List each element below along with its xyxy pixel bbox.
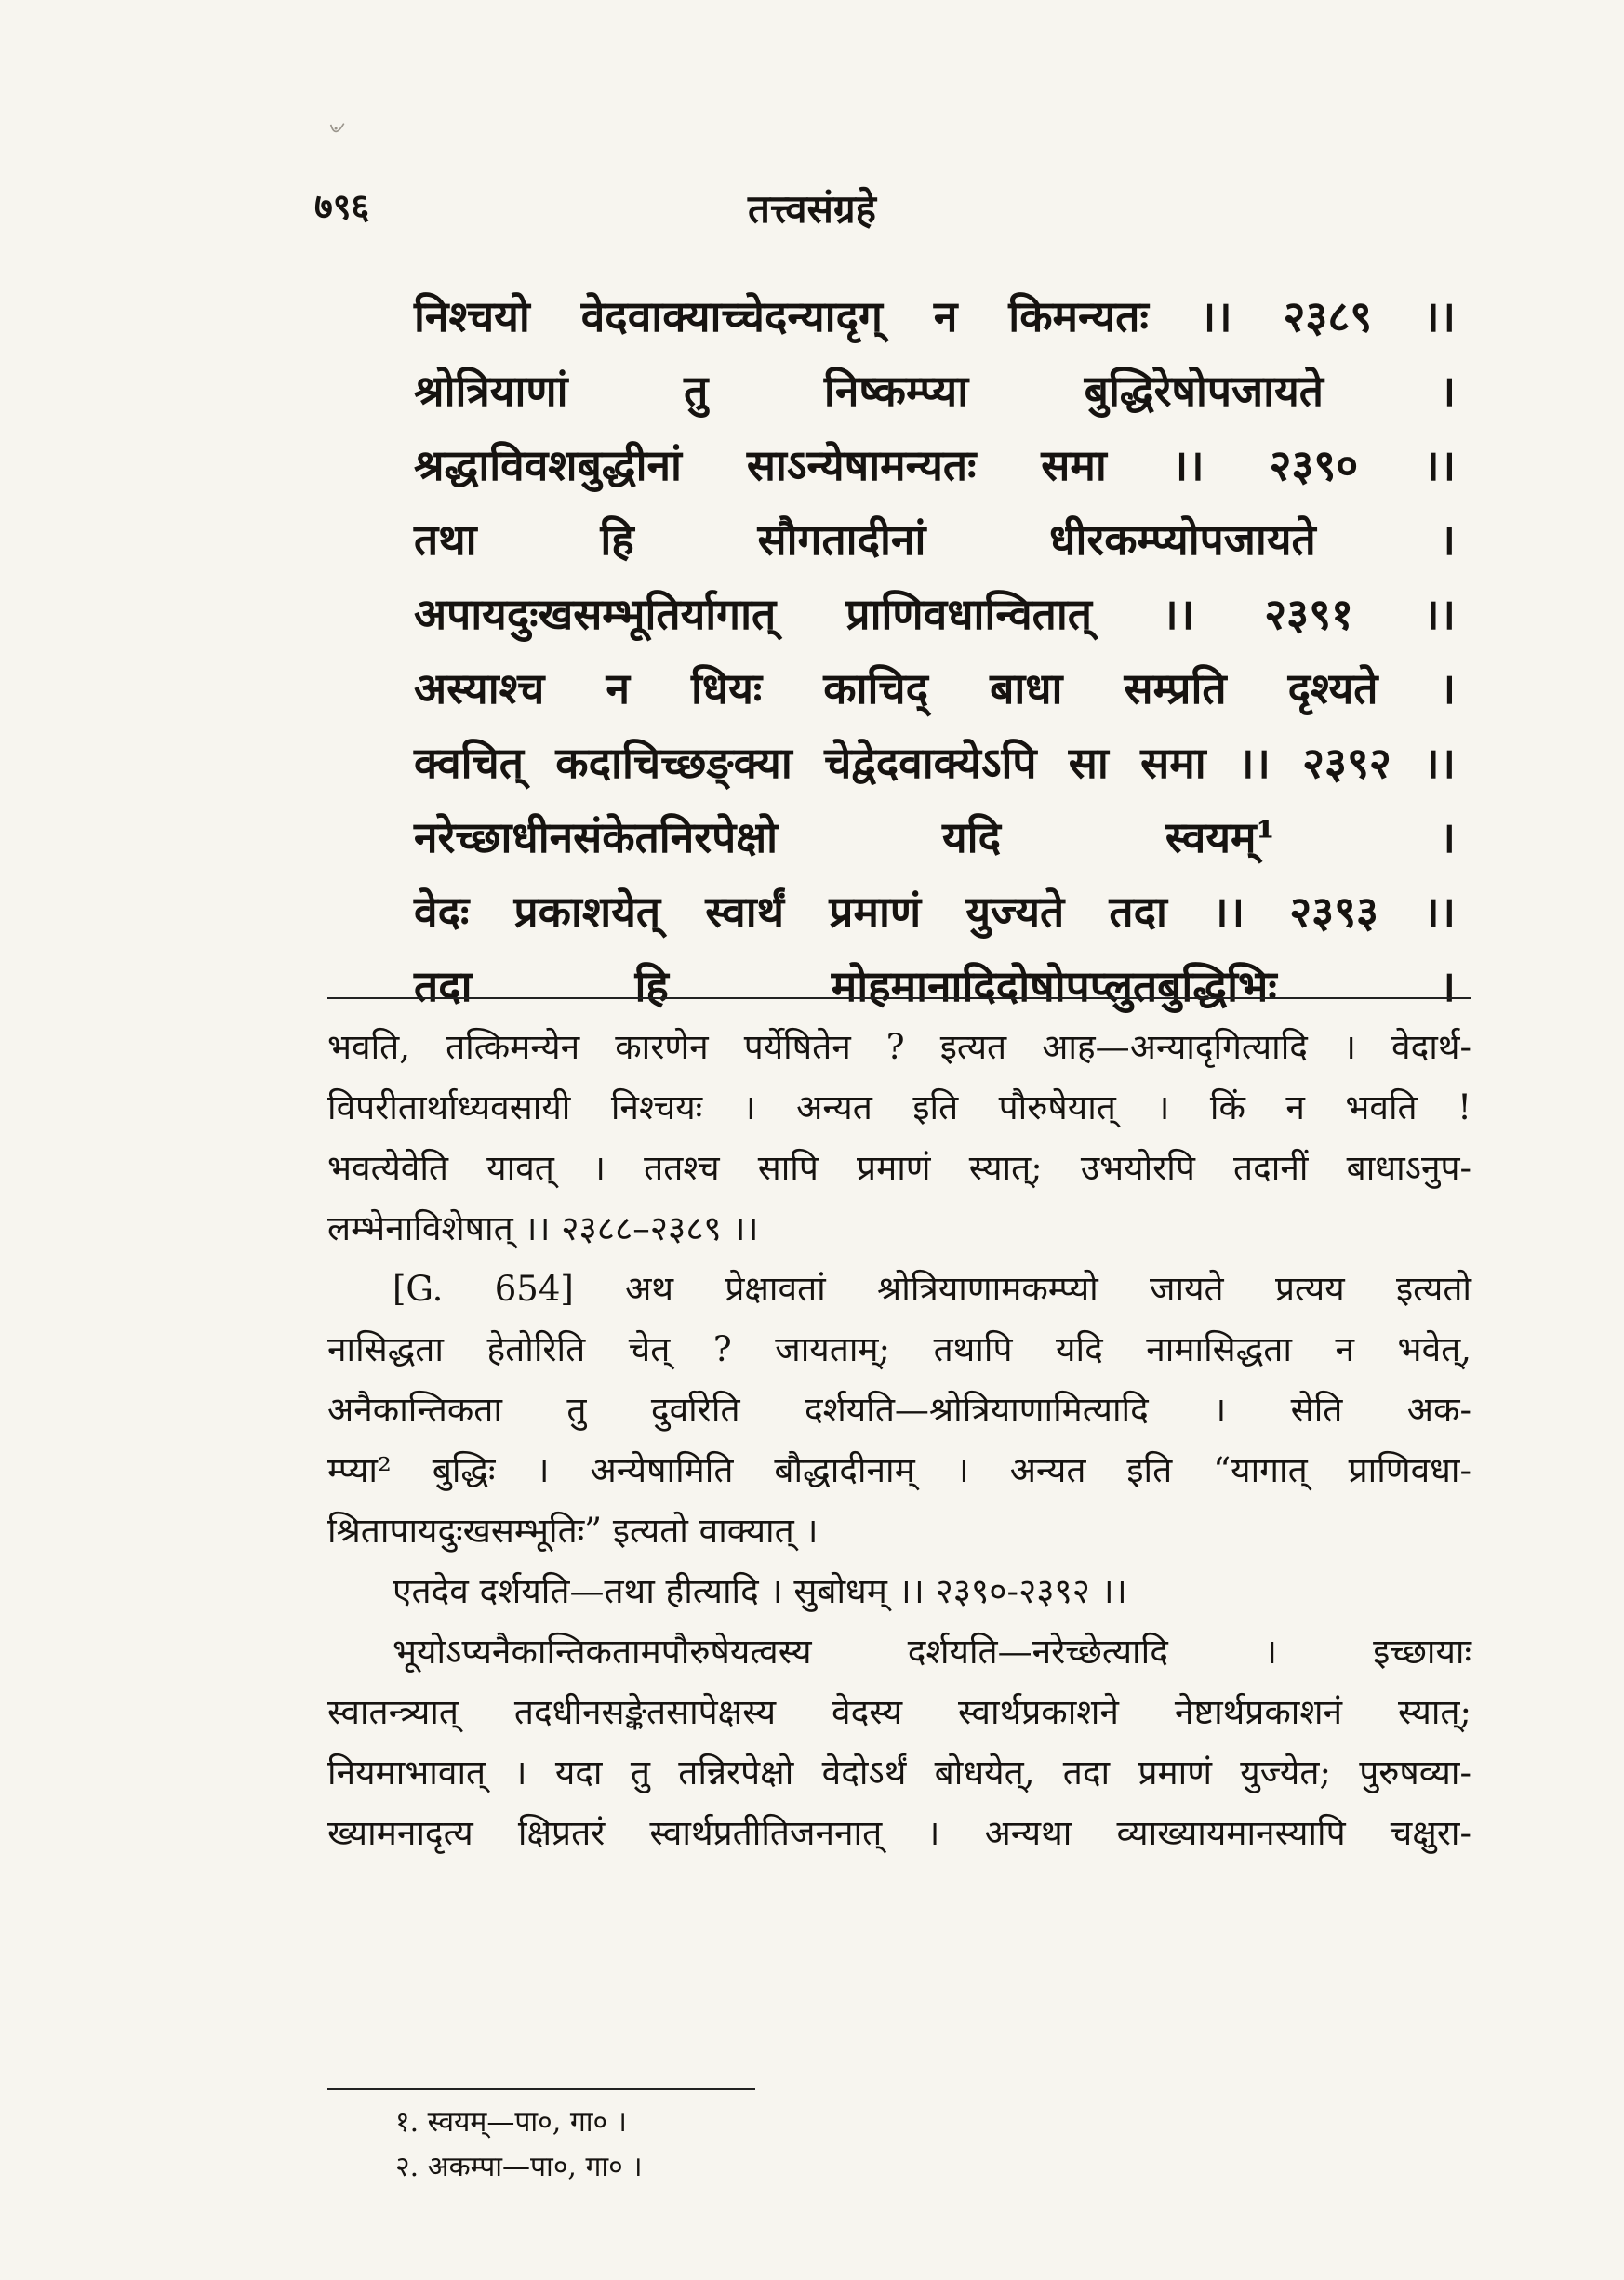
verse-line: श्रोत्रियाणां तु निष्कम्प्या बुद्धिरेषोपजायते । (414, 366, 1456, 416)
verse-line: तदा हि मोहमानादिदोषोपप्लुतबुद्धिभिः । (414, 961, 1456, 1011)
commentary-line: नासिद्धता हेतोरिति चेत् ? जायताम्; तथापि यदि नामासिद्धता न भवेत्, (327, 1329, 1471, 1369)
verse-line: तथा हि सौगतादीनां धीरकम्प्योपजायते । (414, 514, 1456, 565)
commentary-line: म्प्या² बुद्धिः । अन्येषामिति बौद्धादीनाम् । अन्यत इति “यागात् प्राणिवधा- (327, 1450, 1471, 1490)
page-number: ७९६ (314, 185, 370, 227)
commentary-line: नियमाभावात् । यदा तु तन्निरपेक्षो वेदोऽर्थं बोधयेत्, तदा प्रमाणं युज्येत; पुरुषव्या- (327, 1753, 1471, 1793)
verse-line: निश्चयो वेदवाक्याच्चेदन्यादृग् न किमन्यतः ।। २३८९ ।। (414, 291, 1456, 341)
commentary-line: विपरीतार्थाध्यवसायी निश्चयः । अन्यत इति पौरुषेयात् । किं न भवति ! (327, 1087, 1471, 1127)
page-header (0, 181, 1624, 237)
footnote: २. अकम्पा—पा०, गा० । (395, 2151, 643, 2183)
ink-smudge-mark: ৺ (326, 116, 343, 149)
commentary-line: स्वातन्त्र्यात् तदधीनसङ्केतसापेक्षस्य वेदस्य स्वार्थप्रकाशने नेष्टार्थप्रकाशनं स्यात्; (327, 1692, 1471, 1732)
verse-line: वेदः प्रकाशयेत् स्वार्थं प्रमाणं युज्यते तदा ।। २३९३ ।। (414, 887, 1456, 937)
verse-line: अस्याश्च न धियः काचिद् बाधा सम्प्रति दृश्यते । (414, 663, 1456, 713)
commentary-line: एतदेव दर्शयति—तथा हीत्यादि । सुबोधम् ।। २३९०-२३९२ ।। (393, 1571, 1127, 1611)
commentary-line: भवत्येवेति यावत् । ततश्च सापि प्रमाणं स्यात्; उभयोरपि तदानीं बाधाऽनुप- (327, 1148, 1471, 1188)
commentary-line: ख्यामनादृत्य क्षिप्रतरं स्वार्थप्रतीतिजननात् । अन्यथा व्याख्यायमानस्यापि चक्षुरा- (327, 1813, 1471, 1853)
running-title: तत्त्वसंग्रहे (748, 186, 876, 232)
verse-commentary-divider (327, 997, 1471, 999)
commentary-block (327, 1017, 1471, 1863)
commentary-line: अनैकान्तिकता तु दुर्वारेति दर्शयति—श्रोत्रियाणामित्यादि । सेति अक- (327, 1390, 1471, 1430)
commentary-line: भवति, तत्किमन्येन कारणेन पर्येषितेन ? इत्यत आह—अन्यादृगित्यादि । वेदार्थ- (327, 1027, 1471, 1067)
verse-line: क्वचित् कदाचिच्छङ्क्या चेद्वेदवाक्येऽपि सा समा ।। २३९२ ।। (414, 738, 1456, 788)
commentary-line: श्रितापायदुःखसम्भूतिः” इत्यतो वाक्यात् । (327, 1511, 819, 1551)
commentary-line: [G. 654] अथ प्रेक्षावतां श्रोत्रियाणामकम्प्यो जायते प्रत्यय इत्यतो (393, 1269, 1471, 1309)
verse-block (414, 279, 1456, 1023)
footnote-divider (327, 2088, 755, 2090)
verse-line: नरेच्छाधीनसंकेतनिरपेक्षो यदि स्वयम्¹ । (414, 812, 1456, 862)
verse-line: श्रद्धाविवशबुद्धीनां साऽन्येषामन्यतः समा ।। २३९० ।। (414, 440, 1456, 490)
commentary-line: लम्भेनाविशेषात् ।। २३८८–२३८९ ।। (327, 1208, 759, 1248)
commentary-line: भूयोऽप्यनैकान्तिकतामपौरुषेयत्वस्य दर्शयति—नरेच्छेत्यादि । इच्छायाः (393, 1632, 1471, 1672)
footnotes-block (395, 2100, 1232, 2190)
verse-line: अपायदुःखसम्भूतिर्यागात् प्राणिवधान्वितात् ।। २३९१ ।। (414, 589, 1456, 639)
footnote: १. स्वयम्—पा०, गा० । (395, 2106, 628, 2139)
